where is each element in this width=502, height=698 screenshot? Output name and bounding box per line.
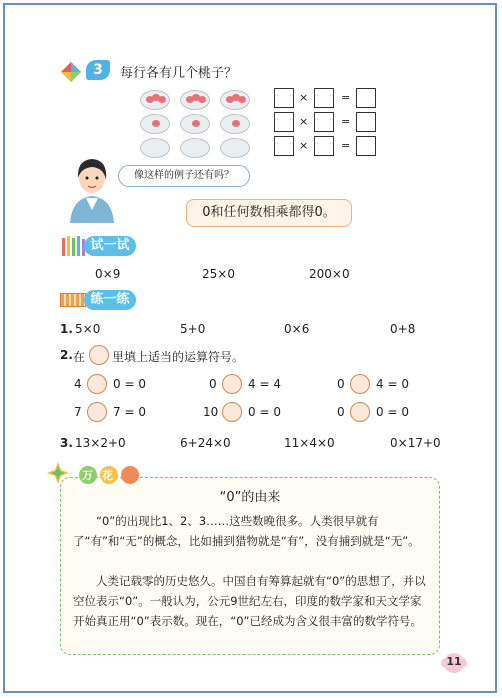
q2-operand: 0 <box>337 377 345 391</box>
section-question: 每行各有几个桃子？ <box>120 66 238 81</box>
q2-rest: 4 = 4 <box>248 377 281 391</box>
q2-rest: 0 = 0 <box>376 405 409 419</box>
q1-item: 5+0 <box>180 322 206 336</box>
plate-with-peach <box>140 114 170 134</box>
q3-item: 11×4×0 <box>284 436 335 450</box>
equals-sign: = <box>341 139 351 152</box>
teacher-illustration <box>62 148 122 223</box>
question-number: 3. <box>60 436 73 450</box>
plate-with-peaches <box>180 90 210 110</box>
teacher-speech-bubble: 像这样的例子还有吗？ <box>118 165 250 187</box>
q2-operand: 4 <box>74 377 82 391</box>
try-item: 200×0 <box>309 267 350 281</box>
try-item: 25×0 <box>202 267 235 281</box>
q2-rest: 4 = 0 <box>376 377 409 391</box>
q1-item: 5×0 <box>75 322 101 336</box>
q3-item: 13×2+0 <box>75 436 126 450</box>
q2-rest: 0 = 0 <box>113 377 146 391</box>
plate-with-peaches <box>220 90 250 110</box>
reading-paragraph-2: 人类记载零的历史悠久。中国自有筹算起就有“0”的思想了，并以空位表示“0”。一般认为，公元9世纪左右，印度的数学家和天文学家开始真正用“0”表示数。现在，“0”已经成为含义很丰富的数学符号。 <box>73 574 426 628</box>
equals-sign: = <box>341 115 351 128</box>
answer-row <box>274 136 384 156</box>
operator-input-circle[interactable] <box>350 374 370 394</box>
answer-box[interactable] <box>274 112 294 132</box>
answer-box[interactable] <box>314 112 334 132</box>
q2-operand: 10 <box>203 405 219 419</box>
plate-with-peach <box>180 114 210 134</box>
operator-input-circle[interactable] <box>87 374 107 394</box>
section-number-badge: 3 <box>86 60 110 80</box>
rule-box: 0和任何数相乘都得0。 <box>186 199 352 227</box>
empty-plate <box>220 138 250 158</box>
answer-box[interactable] <box>314 88 334 108</box>
q2-rest: 0 = 0 <box>248 405 281 419</box>
answer-row <box>274 112 384 132</box>
reading-title: “0”的由来 <box>219 490 281 505</box>
q1-item: 0+8 <box>390 322 416 336</box>
q1-item: 0×6 <box>284 322 310 336</box>
question-number: 1. <box>60 322 73 336</box>
answer-row <box>274 88 384 108</box>
answer-box[interactable] <box>314 136 334 156</box>
diamond-icon <box>60 61 82 83</box>
equals-sign: = <box>341 91 351 104</box>
answer-box[interactable] <box>274 136 294 156</box>
operator-input-circle[interactable] <box>222 402 242 422</box>
plates-grid <box>138 88 258 160</box>
q2-text-before: 在 <box>73 350 86 364</box>
try-item: 0×9 <box>95 267 121 281</box>
page-number: 11 <box>446 655 462 668</box>
reading-paragraph-1: “0”的出现比1、2、3……这些数晚很多。人类很早就有了“有”和“无”的概念，比如捕到猎物就是“有”，没有捕到就是“无”。 <box>73 514 420 548</box>
answer-box[interactable] <box>274 88 294 108</box>
q2-operand: 0 <box>209 377 217 391</box>
plate-with-peach <box>220 114 250 134</box>
practice-tag: 练一练 <box>84 290 136 310</box>
q2-operand: 0 <box>337 405 345 419</box>
pencils-icon <box>60 234 86 258</box>
q3-item: 0×17+0 <box>390 436 441 450</box>
operator-input-circle[interactable] <box>87 402 107 422</box>
operator-circle <box>89 345 109 365</box>
answer-box[interactable] <box>356 136 376 156</box>
plate-with-peaches <box>140 90 170 110</box>
question-number: 2. <box>60 348 73 362</box>
abacus-icon <box>60 293 86 307</box>
kaleidoscope-tag: 万花筒 <box>78 469 122 498</box>
empty-plate <box>140 138 170 158</box>
operator-input-circle[interactable] <box>222 374 242 394</box>
empty-plate <box>180 138 210 158</box>
try-it-tag: 试一试 <box>84 236 136 256</box>
q2-operand: 7 <box>74 405 82 419</box>
answer-box[interactable] <box>356 112 376 132</box>
star-decoration-icon <box>46 461 70 485</box>
operator-input-circle[interactable] <box>350 402 370 422</box>
q2-text-after: 里填上适当的运算符号。 <box>112 350 245 364</box>
times-sign: × <box>299 115 309 128</box>
q3-item: 6+24×0 <box>180 436 231 450</box>
q2-rest: 7 = 0 <box>113 405 146 419</box>
times-sign: × <box>299 139 309 152</box>
times-sign: × <box>299 91 309 104</box>
answer-box[interactable] <box>356 88 376 108</box>
